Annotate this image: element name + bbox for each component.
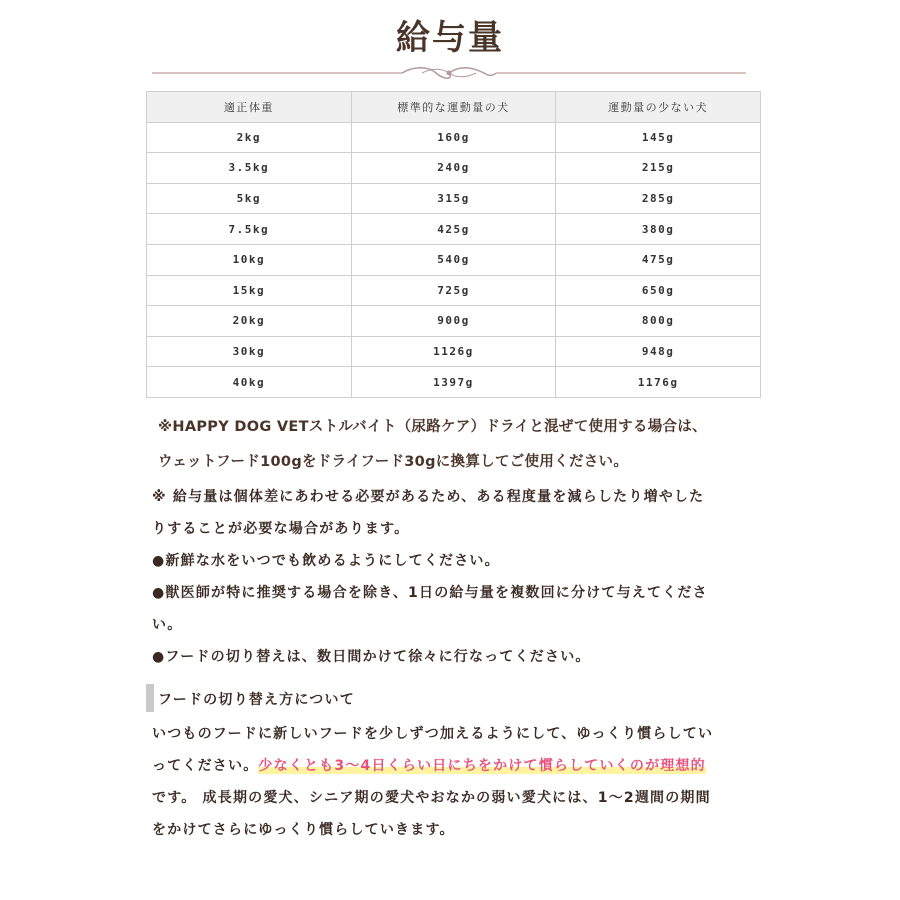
note-switch: ●フードの切り替えは、数日間かけて徐々に行なってください。 [152,649,591,665]
cell-standard: 160g [351,122,556,153]
cell-standard: 1397g [351,367,556,398]
paragraph-line [152,750,752,782]
table-row [147,183,761,214]
cell-low: 145g [556,122,761,153]
section-heading [146,684,756,712]
section-accent-bar [146,684,154,712]
cell-low: 285g [556,183,761,214]
cell-standard: 900g [351,306,556,337]
header-low-activity: 運動量の少ない犬 [556,92,761,123]
ornamental-divider [152,64,746,82]
cell-weight: 3.5kg [147,153,352,184]
section-title: フードの切り替え方について [158,692,355,708]
header-weight: 適正体重 [147,92,352,123]
cell-weight: 15kg [147,275,352,306]
cell-standard: 725g [351,275,556,306]
cell-low: 475g [556,244,761,275]
wet-food-note-line2: ウェットフード100gをドライフード30gに換算してご使用ください。 [158,454,629,470]
paragraph-line: です。 成長期の愛犬、シニア期の愛犬やおなかの弱い愛犬には、1〜2週間の期間 [152,790,711,806]
cell-weight: 40kg [147,367,352,398]
cell-standard: 540g [351,244,556,275]
note-individual-difference [152,481,752,673]
note-line: ●獣医師が特に推奨する場合を除き、1日の給与量を複数回に分けて与えてくださ [152,585,708,601]
feeding-table [146,91,761,398]
note-line: い。 [152,617,183,633]
cell-weight: 10kg [147,244,352,275]
table-row [147,336,761,367]
cell-low: 215g [556,153,761,184]
cell-weight: 20kg [147,306,352,337]
cell-weight: 5kg [147,183,352,214]
header-standard-activity: 標準的な運動量の犬 [351,92,556,123]
paragraph-line: をかけてさらにゆっくり慣らしていきます。 [152,822,455,838]
cell-weight: 30kg [147,336,352,367]
cell-standard: 425g [351,214,556,245]
table-row [147,122,761,153]
table-row [147,153,761,184]
cell-standard: 1126g [351,336,556,367]
table-row [147,214,761,245]
cell-weight: 7.5kg [147,214,352,245]
paragraph-line: いつものフードに新しいフードを少しずつ加えるようにして、ゆっくり慣らしてい [152,726,714,742]
wet-food-note-line1: ※HAPPY DOG VETストルバイト（尿路ケア）ドライと混ぜて使用する場合は、 [158,419,707,435]
table-row [147,306,761,337]
cell-low: 800g [556,306,761,337]
table-row [147,367,761,398]
cell-low: 948g [556,336,761,367]
note-water: ●新鮮な水をいつでも飲めるようにしてください。 [152,553,500,569]
table-row [147,244,761,275]
switching-paragraph [152,718,752,846]
table-row [147,275,761,306]
cell-standard: 315g [351,183,556,214]
cell-weight: 2kg [147,122,352,153]
note-line: りすることが必要な場合があります。 [152,521,410,537]
table-header-row [147,92,761,123]
note-line: ※ 給与量は個体差にあわせる必要があるため、ある程度量を減らしたり増やした [152,489,705,505]
page-title: 給与量 [396,18,504,58]
cell-low: 380g [556,214,761,245]
paragraph-text: ってください。 [152,758,259,774]
highlighted-text: 少なくとも3〜4日くらい日にちをかけて慣らしていくのが理想的 [258,758,706,774]
cell-low: 1176g [556,367,761,398]
cell-low: 650g [556,275,761,306]
cell-standard: 240g [351,153,556,184]
